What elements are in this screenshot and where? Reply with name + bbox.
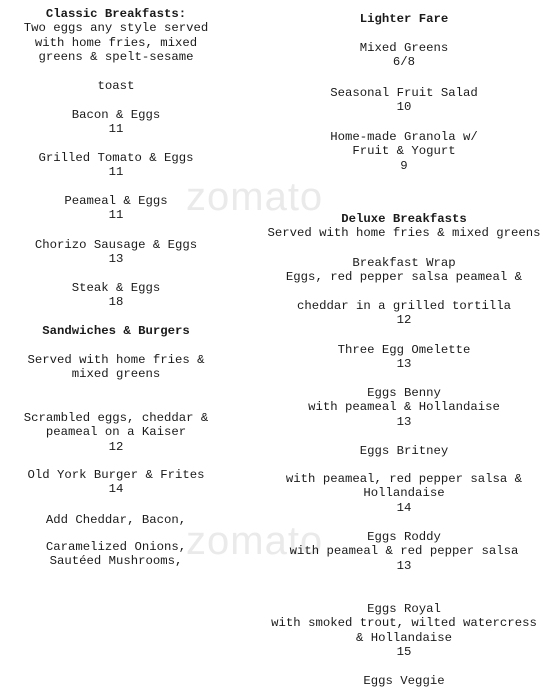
menu-text: Fruit & Yogurt	[352, 144, 456, 159]
menu-text: Served with home fries &	[27, 353, 205, 367]
menu-block-eggs-benny	[254, 386, 554, 429]
menu-text: Sautéed Mushrooms,	[49, 554, 183, 569]
item-price: 14	[396, 500, 412, 515]
menu-block-old-york-burger-frites	[2, 468, 230, 497]
menu-text: Scrambled eggs, cheddar &	[23, 411, 209, 425]
menu-text: Home-made Granola w/	[330, 130, 478, 144]
menu-text: greens & spelt-sesame	[38, 50, 194, 65]
item-price: 11	[108, 122, 124, 137]
menu-block-lighter-fare	[254, 12, 554, 26]
section-heading: Deluxe Breakfasts	[341, 212, 467, 226]
menu-block-bacon-eggs	[2, 108, 230, 137]
menu-text: Eggs Veggie	[363, 674, 445, 688]
menu-text: Add Cheddar, Bacon,	[45, 513, 187, 527]
menu-text: Eggs Benny	[367, 386, 441, 400]
menu-text: Eggs Britney	[359, 444, 449, 458]
menu-text: Eggs Royal	[367, 602, 441, 616]
menu-block-caramelized-onions	[2, 540, 230, 569]
item-price: 13	[396, 357, 412, 372]
menu-block-breakfast-wrap	[254, 256, 554, 285]
menu-text: with peameal & Hollandaise	[308, 400, 500, 415]
menu-block-toast	[2, 79, 230, 93]
menu-block-eggs-britney	[254, 444, 554, 458]
menu-block-peameal-eggs	[2, 194, 230, 223]
item-price: 12	[108, 439, 124, 454]
menu-block-scrambled-eggs-cheddar	[2, 411, 230, 454]
menu-block-sandwiches-burgers	[2, 324, 230, 338]
menu-text: Two eggs any style served	[23, 21, 209, 36]
menu-block-classic-breakfasts	[2, 7, 230, 65]
section-heading: Classic Breakfasts:	[45, 7, 187, 21]
menu-text: Eggs Roddy	[367, 530, 441, 544]
menu-block-grilled-tomato-eggs	[2, 151, 230, 180]
section-heading: Sandwiches & Burgers	[42, 324, 190, 338]
menu-text: mixed greens	[71, 367, 161, 382]
menu-text: Grilled Tomato & Eggs	[38, 151, 194, 165]
menu-text: with home fries, mixed	[34, 35, 198, 50]
menu-block-add-cheddar-bacon	[2, 513, 230, 527]
menu-block-mixed-greens	[254, 41, 554, 70]
menu-block-eggs-roddy	[254, 530, 554, 573]
menu-text: Bacon & Eggs	[71, 108, 161, 122]
menu-text: toast	[97, 79, 135, 93]
menu-block-cheddar-in-a-grilled-tortilla	[254, 299, 554, 328]
menu-text: Mixed Greens	[359, 41, 449, 55]
menu-block-steak-eggs	[2, 281, 230, 310]
item-price: 18	[108, 295, 124, 310]
menu-text: Seasonal Fruit Salad	[330, 86, 478, 100]
menu-text: Hollandaise	[363, 486, 445, 501]
menu-text: Steak & Eggs	[71, 281, 161, 295]
menu-text: Breakfast Wrap	[352, 256, 456, 270]
menu-text: Served with home fries & mixed greens	[267, 226, 541, 241]
menu-block-with-peameal-red-pepper-salsa	[254, 472, 554, 515]
menu-text: Three Egg Omelette	[337, 343, 471, 357]
watermark-top: zomato	[186, 175, 324, 219]
menu-text: Old York Burger & Frites	[27, 468, 205, 482]
item-price: 12	[396, 313, 412, 328]
item-price: 10	[396, 100, 412, 115]
menu-text: with peameal, red pepper salsa &	[285, 472, 523, 486]
menu-text: Caramelized Onions,	[45, 540, 187, 554]
item-price: 14	[108, 482, 124, 497]
menu-text: Eggs, red pepper salsa peameal &	[285, 270, 523, 285]
item-price: 11	[108, 208, 124, 223]
section-heading: Lighter Fare	[359, 12, 449, 26]
menu-text: with smoked trout, wilted watercress	[271, 616, 537, 631]
menu-block-three-egg-omelette	[254, 343, 554, 372]
menu-block-seasonal-fruit-salad	[254, 86, 554, 115]
menu-text: Peameal & Eggs	[64, 194, 168, 208]
menu-text: Chorizo Sausage & Eggs	[34, 238, 198, 252]
menu-block-chorizo-sausage-eggs	[2, 238, 230, 267]
item-price: 13	[396, 414, 412, 429]
item-price: 11	[108, 165, 124, 180]
item-price: 6/8	[392, 55, 416, 70]
menu-text: peameal on a Kaiser	[45, 425, 187, 440]
item-price: 9	[400, 158, 408, 173]
menu-text: cheddar in a grilled tortilla	[296, 299, 511, 313]
item-price: 15	[396, 645, 412, 660]
menu-block-eggs-veggie	[254, 674, 554, 688]
menu-block-eggs-royal	[254, 602, 554, 660]
menu-block-home-made-granola-w	[254, 130, 554, 173]
menu-block-deluxe-breakfasts	[254, 212, 554, 241]
menu-text: with peameal & red pepper salsa	[289, 544, 519, 559]
watermark-bottom: zomato	[186, 519, 324, 563]
item-price: 13	[396, 558, 412, 573]
item-price: 13	[108, 252, 124, 267]
menu-block-served-with-home-fries	[2, 353, 230, 382]
menu-text: & Hollandaise	[356, 630, 452, 645]
